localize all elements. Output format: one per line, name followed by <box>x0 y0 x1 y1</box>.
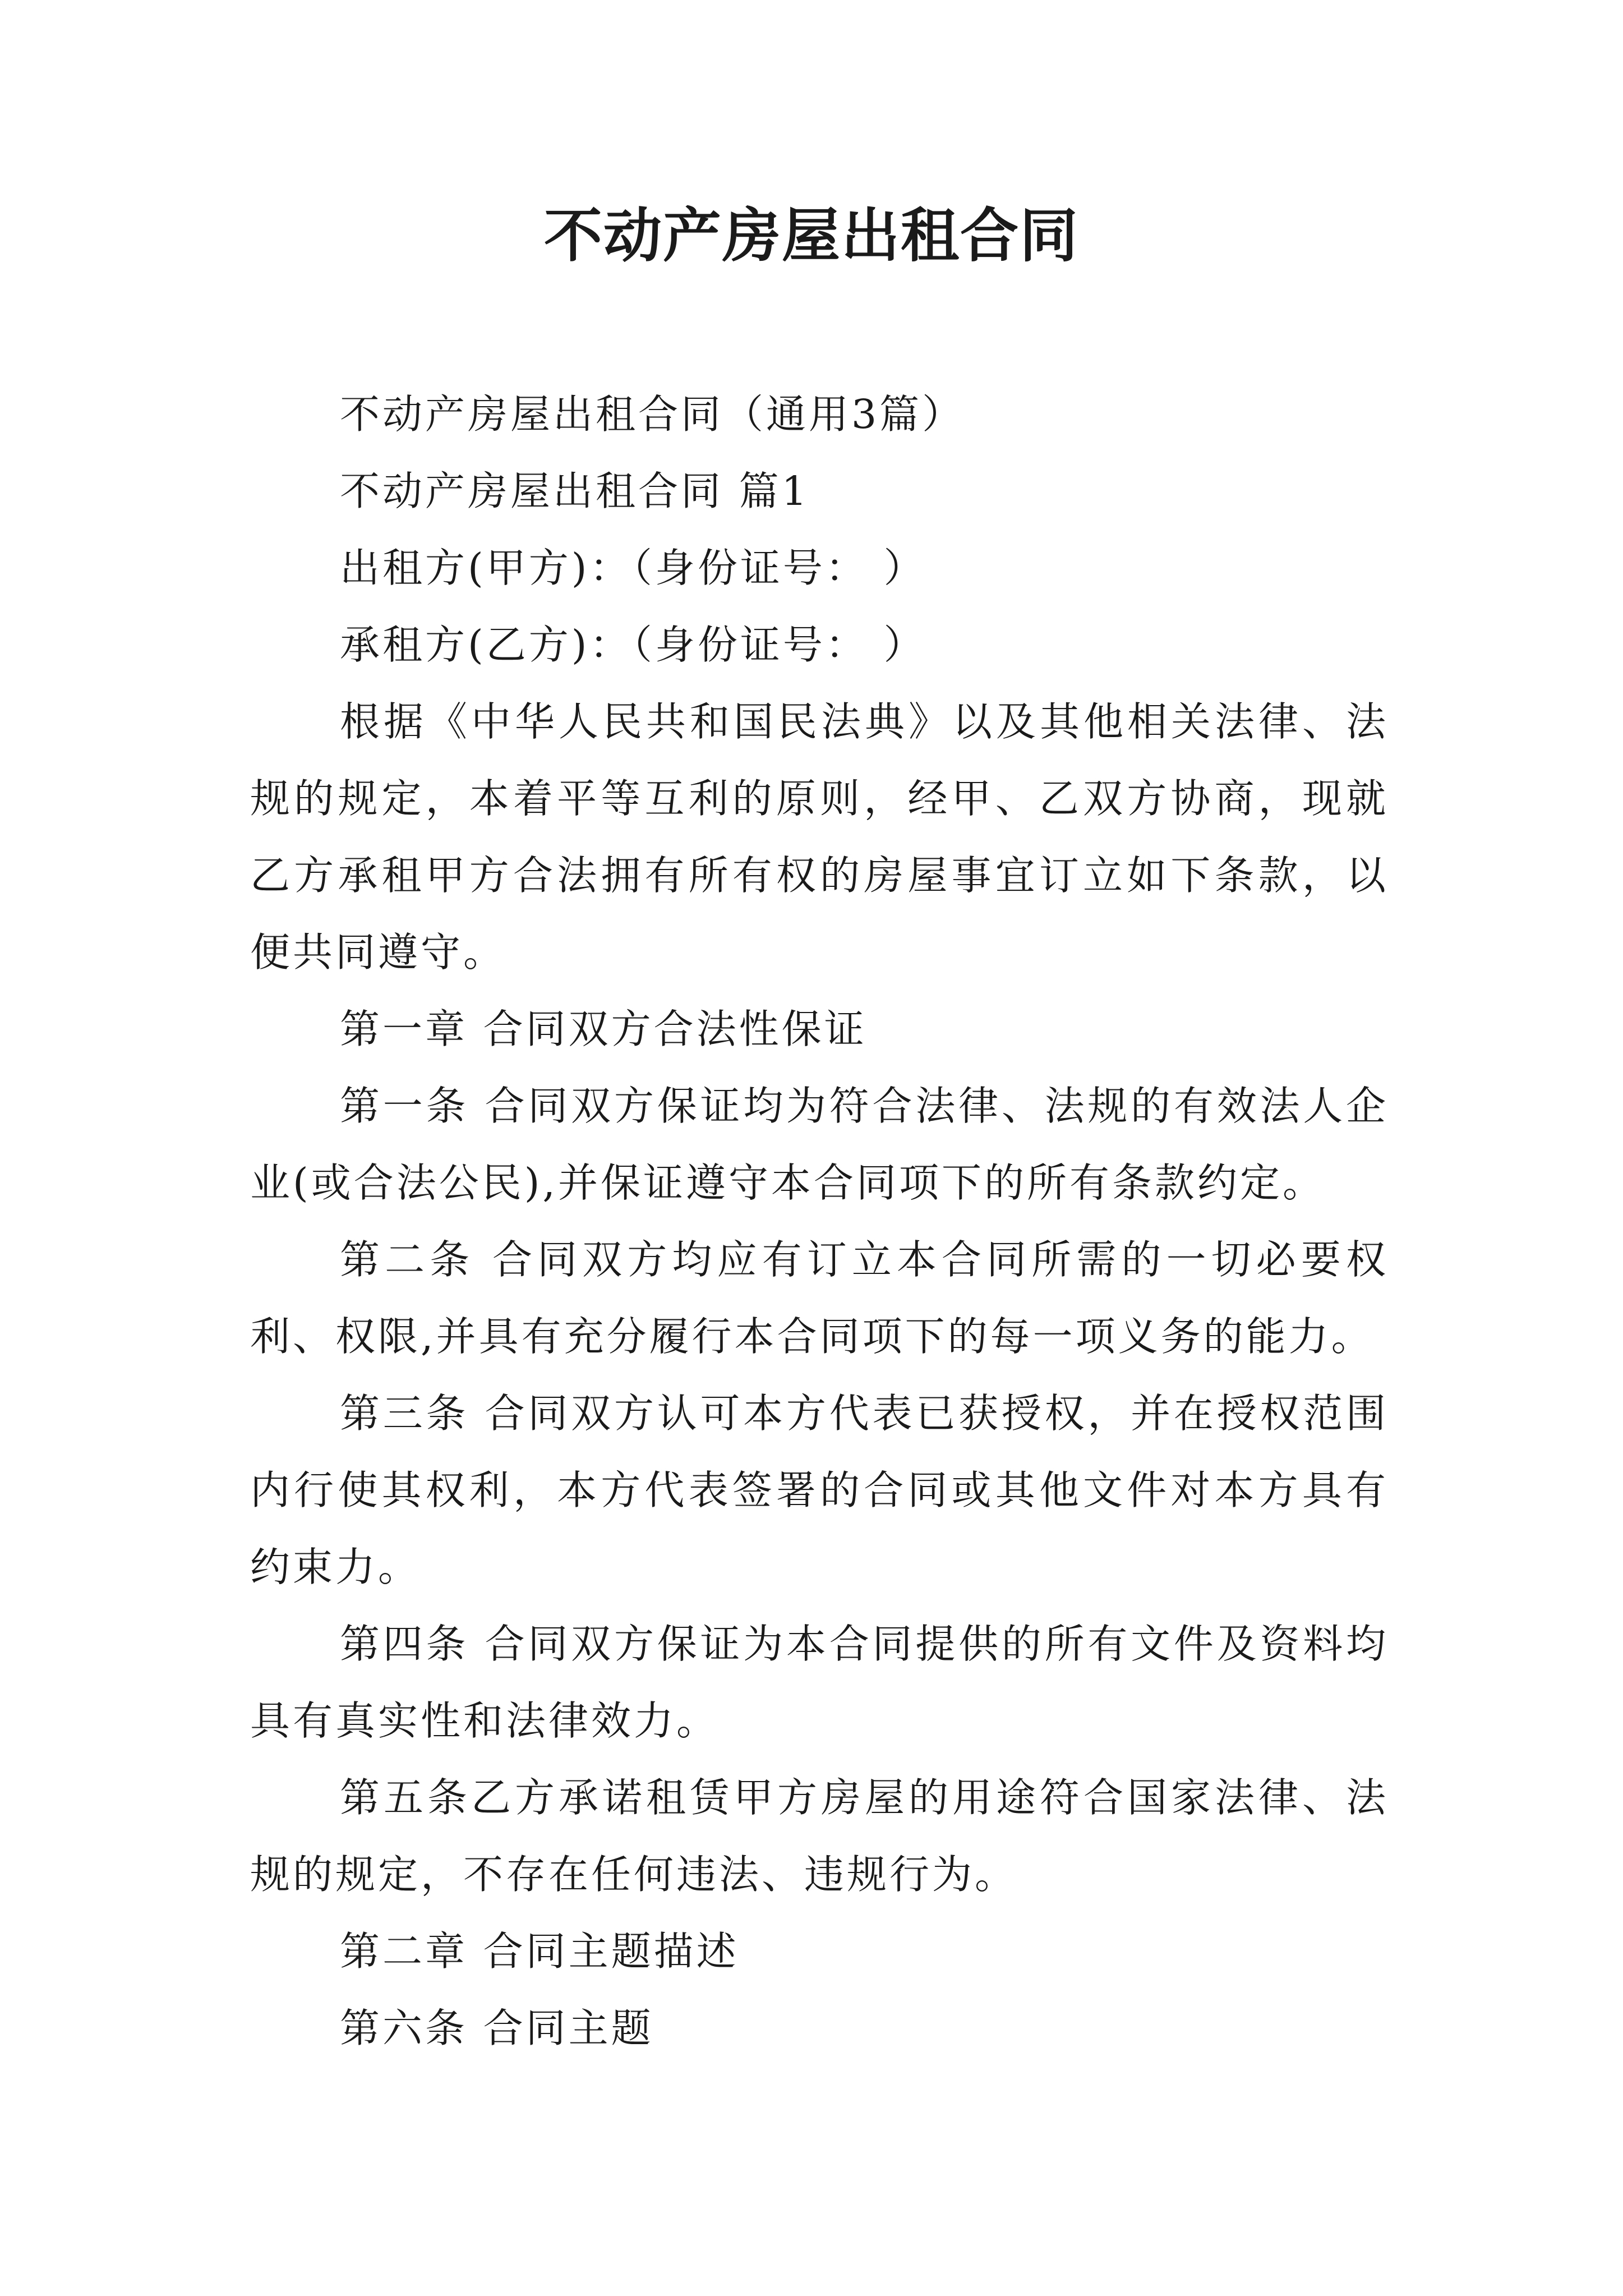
chapter-2-heading: 第二章 合同主题描述 <box>340 1928 739 1975</box>
article-1: 第一条 合同双方保证均为符合法律、法规的有效法人企业(或合法公民),并保证遵守本合同项下的所有条款约定。 <box>250 1083 1389 1206</box>
paragraph-section-title: 不动产房屋出租合同 篇1 <box>340 468 810 514</box>
chapter-1-heading: 第一章 合同双方合法性保证 <box>340 1006 867 1052</box>
article-5: 第五条乙方承诺租赁甲方房屋的用途符合国家法律、法规的规定，不存在任何违法、违规行为。 <box>250 1774 1389 1898</box>
document-title: 不动产房屋出租合同 <box>543 201 1079 270</box>
article-4: 第四条 合同双方保证为本合同提供的所有文件及资料均具有真实性和法律效力。 <box>250 1621 1389 1744</box>
paragraph-heading: 不动产房屋出租合同（通用3篇） <box>340 391 965 438</box>
paragraph-preamble: 根据《中华人民共和国民法典》以及其他相关法律、法规的规定，本着平等互利的原则，经甲、乙双方协商，现就乙方承租甲方合法拥有所有权的房屋事宜订立如下条款，以便共同遵守。 <box>250 698 1389 976</box>
article-2: 第二条 合同双方均应有订立本合同所需的一切必要权利、权限,并具有充分履行本合同项下的每一项义务的能力。 <box>250 1236 1389 1360</box>
document-body <box>250 376 1389 2067</box>
article-6: 第六条 合同主题 <box>340 2005 654 2051</box>
paragraph-lessee: 承租方(乙方)：（身份证号： ） <box>340 622 926 668</box>
article-3: 第三条 合同双方认可本方代表已获授权，并在授权范围内行使其权利，本方代表签署的合同或其他文件对本方具有约束力。 <box>250 1390 1389 1590</box>
paragraph-lessor: 出租方(甲方)：（身份证号： ） <box>340 545 926 591</box>
